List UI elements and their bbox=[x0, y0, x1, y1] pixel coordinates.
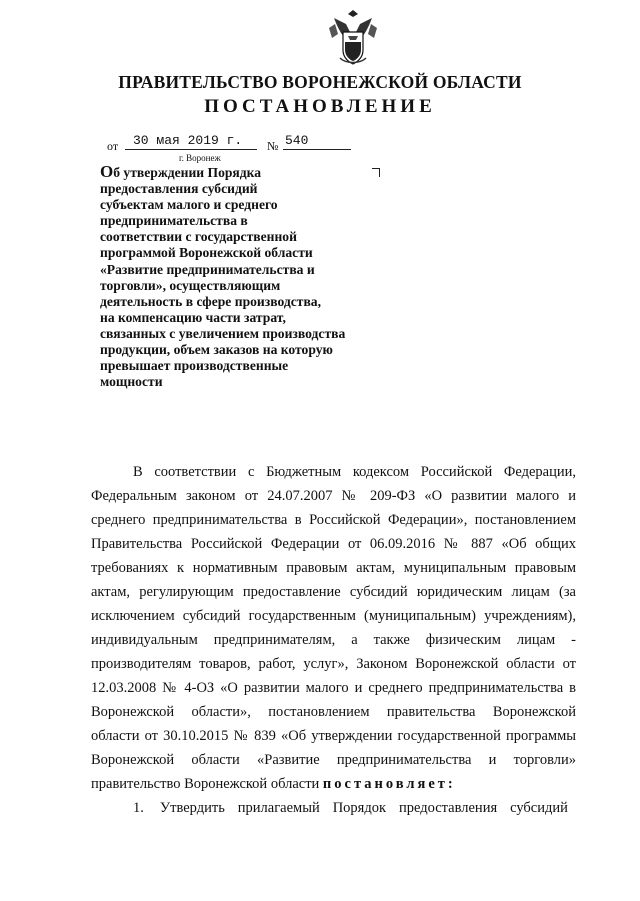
subject-line: субъектам малого и среднего bbox=[100, 197, 278, 213]
decree-date: 30 мая 2019 г. bbox=[133, 133, 243, 148]
subject-line: «Развитие предпринимательства и bbox=[100, 261, 315, 277]
body-line: Воронежской области», постановлением правительства Воронежской bbox=[91, 704, 576, 720]
list-item bbox=[91, 796, 576, 820]
date-underline bbox=[125, 149, 257, 150]
body-line: 12.03.2008 № 4-ОЗ «О развитии малого и среднего предпринимательства в bbox=[91, 680, 576, 696]
body-line: исключением субсидий государственным (муниципальным) учреждениям), bbox=[91, 608, 576, 624]
decree-body bbox=[91, 460, 576, 820]
subject-line: связанных с увеличением производства bbox=[100, 325, 346, 341]
subject-line: торговли», осуществляющим bbox=[100, 277, 281, 293]
subject-line: продукции, объем заказов на которую bbox=[100, 342, 333, 358]
list-item-text: Утвердить прилагаемый Порядок предоставления субсидий bbox=[159, 800, 568, 816]
body-line: Правительства Российской Федерации от 06.09.2016 № 887 «Об общих bbox=[91, 536, 576, 552]
city-label: г. Воронеж bbox=[179, 153, 221, 163]
body-line: требованиях к нормативным правовым актам, муниципальным правовым bbox=[91, 560, 576, 576]
body-line: В соответствии с Бюджетным кодексом Российской Федерации, bbox=[133, 464, 576, 480]
subject-line: мощности bbox=[100, 374, 163, 390]
subject-line: превышает производственные bbox=[100, 358, 289, 374]
subject-line: программой Воронежской области bbox=[100, 245, 313, 261]
decree-keyword: постановляет: bbox=[322, 776, 456, 792]
number-label: № bbox=[267, 139, 279, 153]
body-line: области от 30.10.2015 № 839 «Об утверждении государственной программы bbox=[91, 728, 576, 744]
body-line: индивидуальным предпринимателям, а также физическим лицам - bbox=[91, 632, 576, 648]
date-number-line bbox=[107, 133, 367, 157]
body-line: среднего предпринимательства в Российской Федерации», постановлением bbox=[91, 512, 576, 528]
body-line: актам, регулирующим предоставление субсидий юридическим лицам (за bbox=[91, 584, 576, 600]
subject-line: соответствии с государственной bbox=[100, 229, 297, 245]
body-line: производителям товаров, работ, услуг», Законом Воронежской области от bbox=[91, 656, 576, 672]
body-line-prefix: правительство Воронежской области bbox=[91, 776, 323, 792]
body-line: Федеральным законом от 24.07.2007 № 209-ФЗ «О развитии малого и bbox=[91, 488, 576, 504]
subject-line: на компенсацию части затрат, bbox=[100, 309, 286, 325]
subject-line: предоставления субсидий bbox=[100, 181, 258, 197]
subject-initial-letter: О bbox=[100, 162, 114, 181]
government-name: ПРАВИТЕЛЬСТВО ВОРОНЕЖСКОЙ ОБЛАСТИ bbox=[118, 72, 522, 92]
list-item-number: 1. bbox=[133, 800, 144, 816]
decree-number: 540 bbox=[285, 133, 309, 148]
decree-subject bbox=[100, 164, 400, 390]
document-type-title: ПОСТАНОВЛЕНИЕ bbox=[204, 96, 436, 117]
number-underline bbox=[283, 149, 351, 150]
subject-line: предпринимательства в bbox=[100, 213, 248, 229]
date-from-label: от bbox=[107, 139, 119, 153]
body-line-final bbox=[91, 772, 576, 796]
coat-of-arms-emblem bbox=[326, 8, 380, 68]
body-line: Воронежской области «Развитие предпринимательства и торговли» bbox=[91, 752, 576, 768]
subject-line: Об утверждении Порядка bbox=[100, 162, 262, 181]
subject-line: деятельность в сфере производства, bbox=[100, 293, 322, 309]
